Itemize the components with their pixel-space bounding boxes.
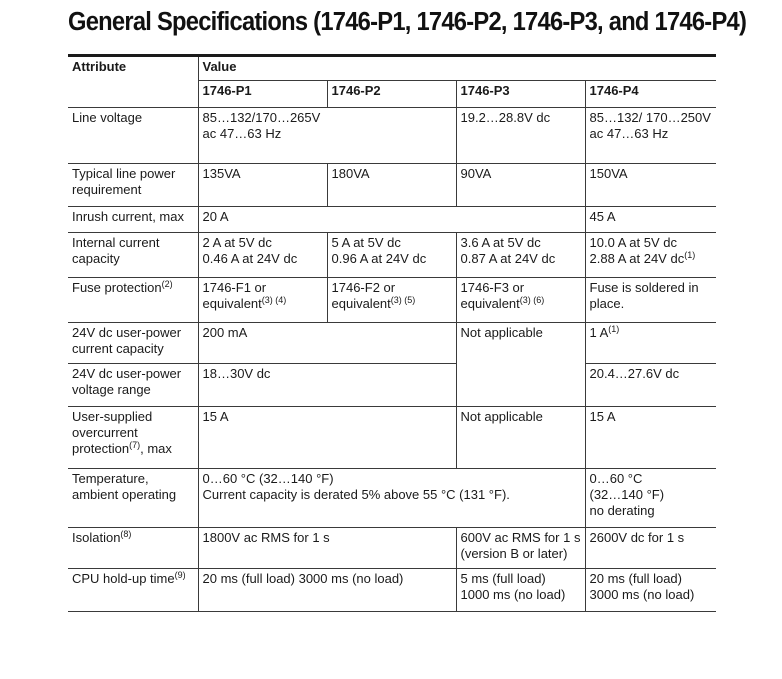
row-label-inrush: Inrush current, max — [68, 206, 198, 232]
cell-fuse-p1 — [198, 277, 327, 322]
table-row — [68, 107, 716, 163]
footnote-ref: (9) — [174, 569, 186, 580]
table-row — [68, 363, 716, 406]
value-line: 0…60 °C (32…140 °F) — [202, 470, 334, 486]
footnote-ref: (2) — [161, 278, 173, 289]
cell-temperature-p4 — [585, 468, 716, 527]
value-line: no derating — [589, 502, 655, 518]
cell-user-current-p4 — [585, 322, 716, 363]
label-text: User-supplied overcurrent — [72, 408, 153, 440]
cell-typical-power-p1: 135VA — [198, 163, 327, 206]
cell-internal-current-p2 — [327, 232, 456, 277]
table-row — [68, 568, 716, 611]
value-line: 3.6 A at 5V dc — [460, 234, 541, 250]
specifications-table — [68, 57, 716, 612]
footnote-ref: (7) — [129, 439, 141, 450]
value-line: 2.88 A at 24V dc — [589, 250, 685, 266]
value-line: (32…140 °F) — [589, 486, 665, 502]
cell-fuse-p3 — [456, 277, 585, 322]
page-title: General Specifications (1746-P1, 1746-P2, 1746-P3, and 1746-P4) — [68, 8, 747, 36]
footnote-ref: (3) (6) — [519, 294, 545, 305]
value-line: 1746-F2 or — [331, 279, 396, 295]
label-text: CPU hold-up time — [72, 570, 175, 586]
label-text: , max — [140, 440, 172, 456]
cell-isolation-p4: 2600V dc for 1 s — [585, 527, 716, 568]
row-label-isolation — [68, 527, 198, 568]
value-line: 5 A at 5V dc — [331, 234, 401, 250]
header-model-p3: 1746-P3 — [456, 80, 585, 107]
cell-overcurrent-p1-p2: 15 A — [198, 406, 456, 468]
cell-overcurrent-p3: Not applicable — [456, 406, 585, 468]
header-attribute: Attribute — [68, 57, 198, 107]
cell-fuse-p2 — [327, 277, 456, 322]
cell-internal-current-p4 — [585, 232, 716, 277]
value-line: 1000 ms (no load) — [460, 586, 566, 602]
header-model-p1: 1746-P1 — [198, 80, 327, 107]
table-row — [68, 322, 716, 363]
row-label-overcurrent — [68, 406, 198, 468]
cell-holdup-p1-p2: 20 ms (full load) 3000 ms (no load) — [198, 568, 456, 611]
cell-internal-current-p3 — [456, 232, 585, 277]
value-line: 0.87 A at 24V dc — [460, 250, 556, 266]
cell-line-voltage-p3: 19.2…28.8V dc — [456, 107, 585, 163]
cell-isolation-p3: 600V ac RMS for 1 s (version B or later) — [456, 527, 585, 568]
value-line: 3000 ms (no load) — [589, 586, 695, 602]
value-line: 5 ms (full load) — [460, 570, 546, 586]
footnote-ref: (3) (5) — [390, 294, 416, 305]
cell-user-voltage-p4: 20.4…27.6V dc — [585, 363, 716, 406]
header-model-p4: 1746-P4 — [585, 80, 716, 107]
value-line: 0…60 °C — [589, 470, 643, 486]
header-model-p2: 1746-P2 — [327, 80, 456, 107]
row-label-typical-power: Typical line power requirement — [68, 163, 198, 206]
footnote-ref: (1) — [684, 249, 696, 260]
cell-typical-power-p3: 90VA — [456, 163, 585, 206]
cell-typical-power-p2: 180VA — [327, 163, 456, 206]
row-label-fuse — [68, 277, 198, 322]
label-text: Isolation — [72, 529, 121, 545]
value-line: 1746-F1 or — [202, 279, 267, 295]
cell-internal-current-p1 — [198, 232, 327, 277]
table-row — [68, 468, 716, 527]
table-row — [68, 406, 716, 468]
label-text: protection — [72, 440, 130, 456]
table-row — [68, 206, 716, 232]
row-label-internal-current: Internal current capacity — [68, 232, 198, 277]
label-text: Fuse protection — [72, 279, 162, 295]
value-line: Current capacity is derated 5% above 55 °C (131 °F). — [202, 486, 510, 502]
row-label-temperature: Temperature, ambient operating — [68, 468, 198, 527]
cell-user-voltage-p1-p2: 18…30V dc — [198, 363, 456, 406]
table-row — [68, 232, 716, 277]
table-row — [68, 163, 716, 206]
cell-overcurrent-p4: 15 A — [585, 406, 716, 468]
table-row — [68, 277, 716, 322]
cell-line-voltage-p4: 85…132/ 170…250V ac 47…63 Hz — [585, 107, 716, 163]
value-line: equivalent — [460, 295, 520, 311]
value-line: equivalent — [202, 295, 262, 311]
value-line: 2 A at 5V dc — [202, 234, 272, 250]
cell-holdup-p3 — [456, 568, 585, 611]
footnote-ref: (3) (4) — [261, 294, 287, 305]
table-row — [68, 527, 716, 568]
value-line: 0.46 A at 24V dc — [202, 250, 298, 266]
footnote-ref: (1) — [608, 323, 620, 334]
cell-isolation-p1-p2: 1800V ac RMS for 1 s — [198, 527, 456, 568]
value-line: 20 ms (full load) — [589, 570, 682, 586]
value-line: 1746-F3 or — [460, 279, 525, 295]
footnote-ref: (8) — [120, 528, 132, 539]
row-label-line-voltage: Line voltage — [68, 107, 198, 163]
cell-inrush-p4: 45 A — [585, 206, 716, 232]
cell-user-current-p1-p2: 200 mA — [198, 322, 456, 363]
cell-line-voltage-p1-p2: 85…132/170…265V ac 47…63 Hz — [198, 107, 456, 163]
value-line: equivalent — [331, 295, 391, 311]
header-value: Value — [198, 57, 716, 80]
cell-inrush-p1-p3: 20 A — [198, 206, 585, 232]
cell-temperature-p1-p3 — [198, 468, 585, 527]
value-text: 1 A — [589, 324, 609, 340]
value-line: 10.0 A at 5V dc — [589, 234, 677, 250]
row-label-holdup — [68, 568, 198, 611]
row-label-user-voltage: 24V dc user-power voltage range — [68, 363, 198, 406]
cell-holdup-p4 — [585, 568, 716, 611]
cell-user-current-voltage-p3: Not applicable — [456, 322, 585, 406]
value-line: 0.96 A at 24V dc — [331, 250, 427, 266]
cell-typical-power-p4: 150VA — [585, 163, 716, 206]
row-label-user-current: 24V dc user-power current capacity — [68, 322, 198, 363]
cell-fuse-p4: Fuse is soldered in place. — [585, 277, 716, 322]
